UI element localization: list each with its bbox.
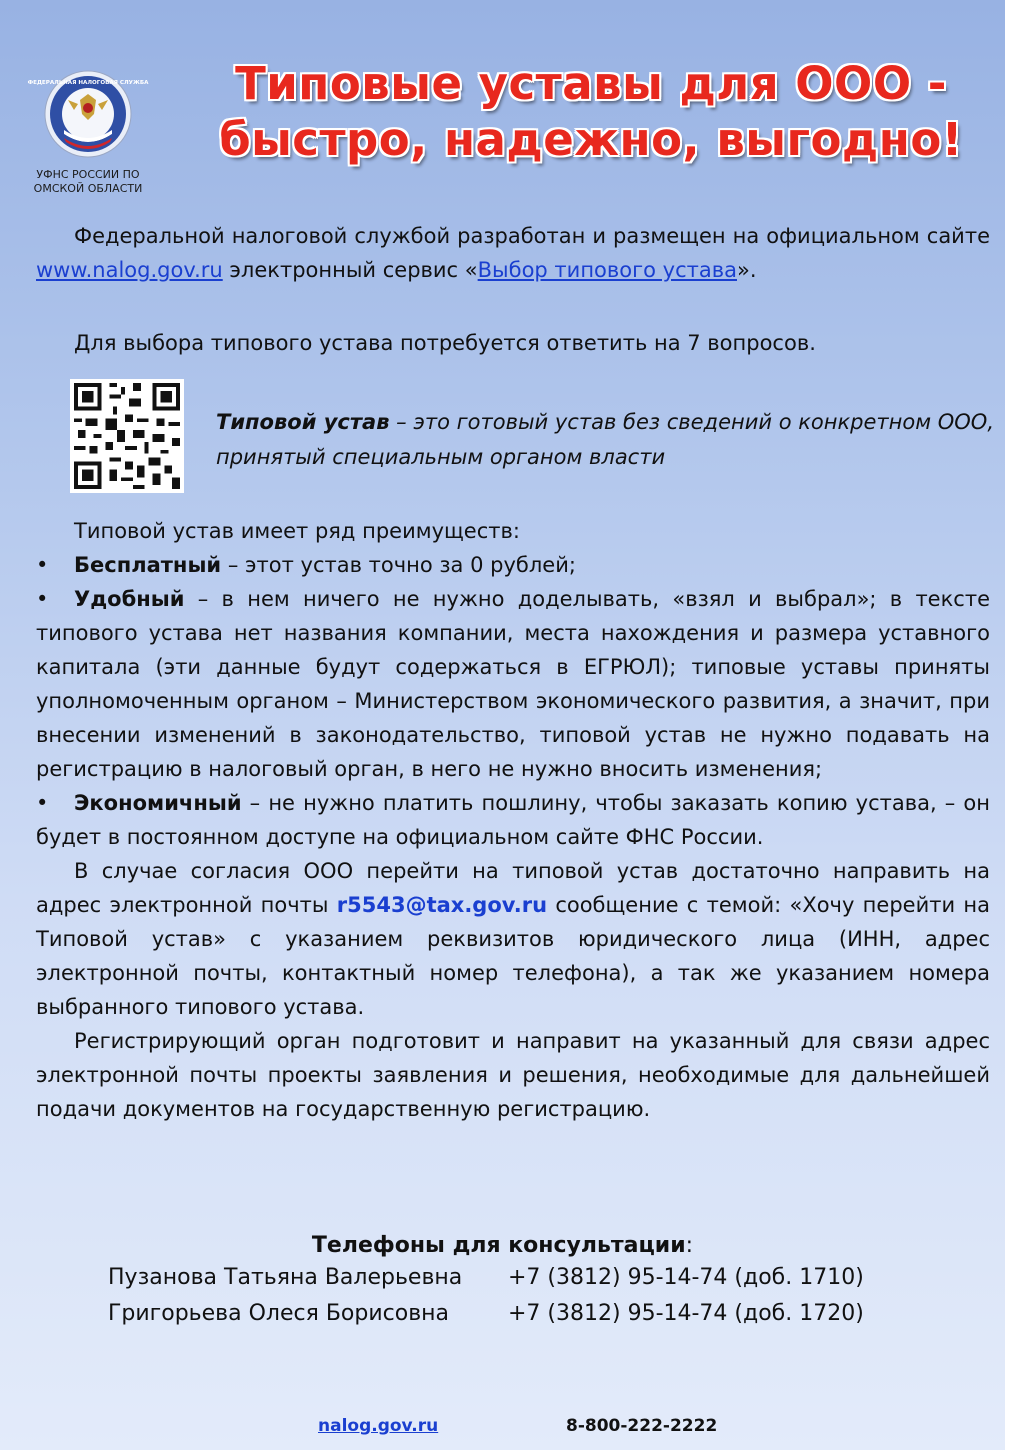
advantage-item: • Удобный – в нем ничего не нужно доделывать, «взял и выбрал»; в тексте типового устава нет названия компании, места нахождения и размера уставного капитала (эти данные будут содержаться в ЕГРЮЛ); типовые уставы приняты уполномоченным органом – Министерством экономического развития, а значит, при внесении изменений в законодательство, типовой устав не нужно подавать на регистрацию в налоговый орган, в него не нужно вносить изменения;: [36, 587, 990, 781]
page-title: [196, 56, 986, 168]
contact-name: Григорьева Олеся Борисовна: [108, 1301, 450, 1326]
org-caption-line2: ОМСКОЙ ОБЛАСТИ: [33, 182, 143, 195]
fns-emblem-icon: [27, 70, 149, 158]
advantage-title: Удобный: [74, 587, 185, 611]
nalog-site-link[interactable]: www.nalog.gov.ru: [36, 258, 223, 282]
intro-text-2: электронный сервис «: [222, 258, 478, 282]
contacts-title: [0, 1230, 1005, 1262]
advantage-item: • Экономичный – не нужно платить пошлину, чтобы заказать копию устава, – он будет в постоянном доступе на официальном сайте ФНС России.: [36, 791, 990, 849]
service-link[interactable]: Выбор типового устава: [477, 258, 737, 282]
title-line1: Типовые уставы для ООО -: [235, 57, 947, 110]
intro-paragraph: [36, 219, 990, 287]
advantages-intro: Типовой устав имеет ряд преимуществ:: [74, 519, 520, 543]
advantage-text: – в нем ничего не нужно доделывать, «взял и выбрал»; в тексте типового устава нет названия компании, места нахождения и размера уставного капитала (эти данные будут содержаться в ЕГРЮЛ); типовые уставы приняты уполномоченным органом – Министерством экономического развития, а значит, при внесении изменений в законодательство, типовой устав не нужно подавать на регистрацию в налоговый орган, в него не нужно вносить изменения;: [36, 587, 990, 781]
contacts-title-text: Телефоны для консультации: [311, 1233, 686, 1258]
transition-text-1: В случае согласия ООО перейти на типовой устав достаточно направить на адрес электронной почты: [36, 859, 990, 917]
page-edge: [1005, 0, 1025, 1450]
definition-body: – это готовый устав без сведений о конкретном ООО, принятый специальным органом власти: [216, 410, 995, 469]
questions-note: Для выбора типового устава потребуется ответить на 7 вопросов.: [74, 331, 816, 355]
contact-phone[interactable]: +7 (3812) 95-14-74 (доб. 1720): [508, 1301, 864, 1326]
footer-site-link[interactable]: nalog.gov.ru: [318, 1416, 439, 1436]
title-line2: быстро, надежно, выгодно!: [219, 113, 963, 166]
transition-text-2: сообщение с темой: «Хочу перейти на Типовой устав» с указанием реквизитов юридического лица (ИНН, адрес электронной почты, контактный номер телефона), а так же указанием номера выбранного типового устава.: [36, 893, 990, 1019]
org-caption-line1: УФНС РОССИИ ПО: [36, 168, 140, 181]
intro-text-3: ».: [737, 258, 757, 282]
org-caption: [18, 168, 158, 196]
advantage-title: Бесплатный: [74, 553, 222, 577]
advantage-item: • Бесплатный – этот устав точно за 0 рублей;: [36, 553, 576, 577]
contact-name: Пузанова Татьяна Валерьевна: [108, 1265, 463, 1290]
definition-term: Типовой устав: [216, 410, 390, 434]
intro-text-1: Федеральной налоговой службой разработан и размещен на официальном сайте: [74, 224, 990, 248]
advantages-list: [36, 548, 990, 1126]
advantage-text: – не нужно платить пошлину, чтобы заказать копию устава, – он будет в постоянном доступе на официальном сайте ФНС России.: [36, 791, 990, 849]
contacts-title-suffix: :: [685, 1233, 694, 1258]
logo-label: ФЕДЕРАЛЬНАЯ НАЛОГОВАЯ СЛУЖБА: [27, 80, 149, 86]
definition-text: [216, 405, 996, 475]
advantage-title: Экономичный: [74, 791, 242, 815]
qr-code-icon[interactable]: [70, 379, 184, 493]
contact-email[interactable]: r5543@tax.gov.ru: [336, 893, 548, 917]
footer-hotline[interactable]: 8-800-222-2222: [566, 1416, 718, 1436]
registration-paragraph: Регистрирующий орган подготовит и направит на указанный для связи адрес электронной почты проекты заявления и решения, необходимые для дальнейшей подачи документов на государственную регистрацию.: [36, 1029, 990, 1121]
contact-phone[interactable]: +7 (3812) 95-14-74 (доб. 1710): [508, 1265, 864, 1290]
contact-row: [108, 1297, 968, 1331]
transition-paragraph: [36, 854, 990, 1024]
advantage-text: – этот устав точно за 0 рублей;: [221, 553, 576, 577]
contact-row: [108, 1261, 968, 1295]
